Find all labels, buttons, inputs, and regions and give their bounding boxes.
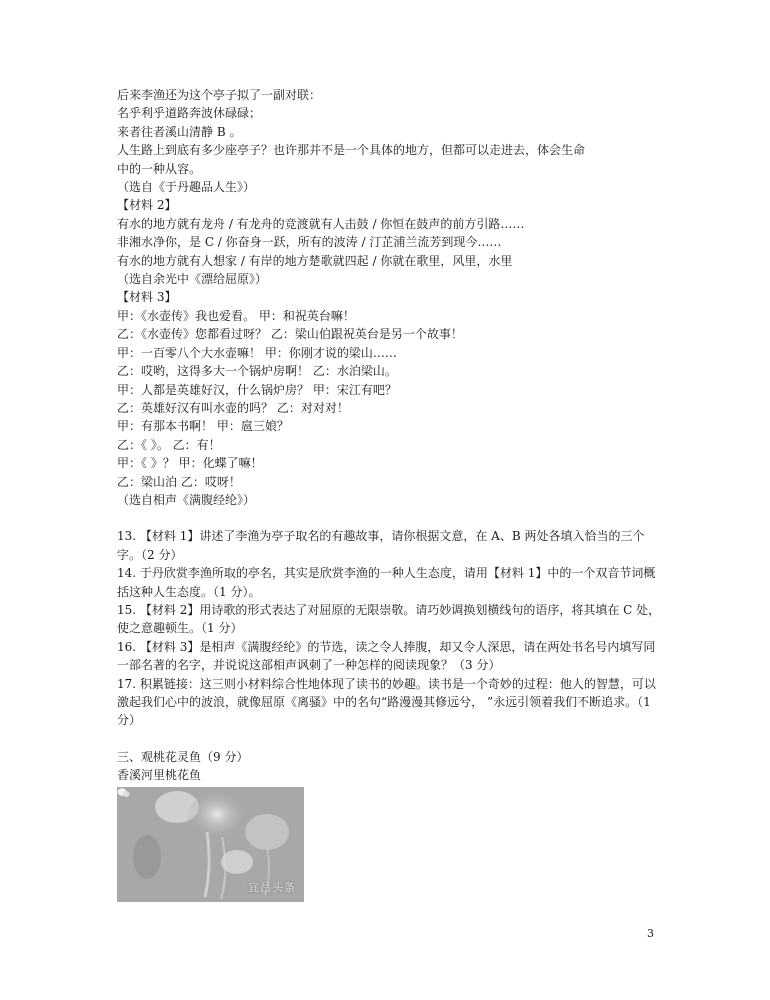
dialogue-line: 甲：人都是英雄好汉，什么锅炉房？ 甲：宋江有吧？ bbox=[117, 382, 397, 397]
couplet-line-1: 名乎利乎道路奔波休碌碌； bbox=[117, 106, 262, 121]
poem-line: 非湘水净你，是 C / 你奋身一跃，所有的波涛 / 汀芷浦兰流芳到现今…… bbox=[117, 235, 502, 250]
dialogue-line: 乙：《水壶传》您都看过呀？ 乙：梁山伯跟祝英台是另一个故事！ bbox=[117, 327, 463, 342]
text-line: 中的一种从容。 bbox=[117, 161, 202, 176]
question-15: 15. 【材料 2】用诗歌的形式表达了对屈原的无限崇敬。请巧妙调换划横线句的语序，将其填在 C 处，使之意趣顿生。（1 分） bbox=[117, 602, 661, 636]
document-body bbox=[117, 86, 662, 902]
source-citation: （选自相声《满腹经纶》） bbox=[117, 492, 256, 507]
dialogue-line: 甲：一百零八个大水壶嘛！ 甲：你刚才说的梁山…… bbox=[117, 345, 397, 360]
dialogue-line: 乙：梁山泊 乙：哎呀！ bbox=[117, 474, 241, 489]
dialogue-line: 甲：有那本书啊！ 甲：扈三娘？ bbox=[117, 419, 289, 434]
text-line: 后来李渔还为这个亭子拟了一副对联： bbox=[117, 88, 322, 102]
dialogue-line: 甲：《 》？ 甲：化蝶了嘛！ bbox=[117, 456, 263, 471]
question-17: 17. 积累链接：这三则小材料综合性地体现了读书的妙趣。读书是一个奇妙的过程：他人的智慧，可以激起我们心中的波浪，就像屈原《离骚》中的名句“路漫漫其修远兮， ”永远引领着我们不断追求。（1 分） bbox=[117, 676, 656, 728]
question-16: 16. 【材料 3】是相声《满腹经纶》的节选，读之令人捧腹，却又令人深思，请在两处书名号内填写同一部名著的名字，并说说这部相声讽刺了一种怎样的阅读现象？（3 分） bbox=[117, 639, 656, 673]
photo-watermark: 宜昌头条 bbox=[248, 880, 296, 894]
text-line: 人生路上到底有多少座亭子？也许那并不是一个具体的地方，但都可以走进去，体会生命 bbox=[117, 143, 586, 158]
question-13: 13. 【材料 1】讲述了李渔为亭子取名的有趣故事，请你根据文意，在 A、B 两处各填入恰当的三个字。（2 分） bbox=[117, 529, 645, 562]
poem-line: 有水的地方就有人想家 / 有岸的地方楚歌就四起 / 你就在歌里，风里，水里 bbox=[117, 253, 513, 268]
question-14: 14. 于丹欣赏李渔所取的亭名，其实是欣赏李渔的一种人生态度，请用【材料 1】中的一个双音节词概括这种人生态度。（1 分）。 bbox=[117, 566, 656, 599]
article-title: 香溪河里桃花鱼 bbox=[117, 768, 202, 783]
source-citation: （选自余光中《漂给屈原》） bbox=[117, 272, 268, 287]
couplet-line-2: 来者往者溪山清静 B 。 bbox=[117, 124, 242, 139]
dialogue-line: 甲：《水壶传》我也爱看。 甲：和祝英台嘛！ bbox=[117, 308, 355, 323]
page-number: 3 bbox=[647, 927, 654, 940]
poem-line: 有水的地方就有龙舟 / 有龙舟的竞渡就有人击鼓 / 你恒在鼓声的前方引路…… bbox=[117, 216, 525, 231]
material-heading: 【材料 3】 bbox=[117, 290, 177, 305]
source-citation: （选自《于丹趣品人生》） bbox=[117, 180, 256, 195]
dialogue-line: 乙：英雄好汉有叫水壶的吗？ 乙：对对对！ bbox=[117, 400, 349, 415]
jellyfish-photo bbox=[117, 787, 304, 902]
wechat-icon bbox=[117, 787, 130, 798]
dialogue-line: 乙：《 》。 乙：有！ bbox=[117, 437, 221, 452]
material-heading: 【材料 2】 bbox=[117, 198, 177, 213]
section-title: 三、观桃花灵鱼（9 分） bbox=[117, 749, 249, 764]
dialogue-line: 乙：哎哟，这得多大一个锅炉房啊！ 乙：水泊梁山。 bbox=[117, 364, 397, 379]
